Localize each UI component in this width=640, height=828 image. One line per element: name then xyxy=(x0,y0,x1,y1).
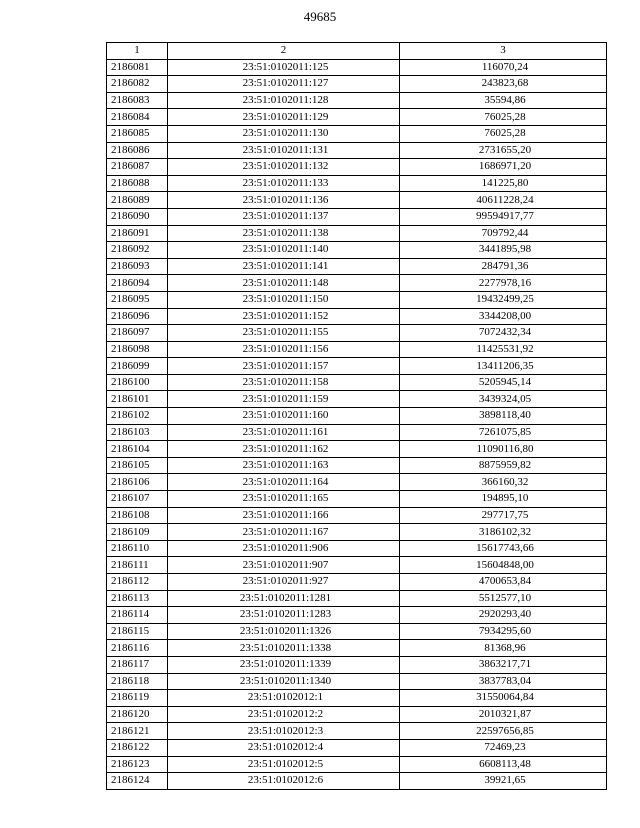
row-number-cell: 2186115 xyxy=(107,623,168,640)
cadastral-number-cell: 23:51:0102011:161 xyxy=(168,424,400,441)
table-row xyxy=(107,424,607,441)
table-row xyxy=(107,258,607,275)
cadastral-number-cell: 23:51:0102011:1339 xyxy=(168,656,400,673)
cadastral-value-cell: 7934295,60 xyxy=(400,623,607,640)
cadastral-value-cell: 3837783,04 xyxy=(400,673,607,690)
table-row xyxy=(107,623,607,640)
row-number-cell: 2186120 xyxy=(107,706,168,723)
column-header-cadastral-number: 2 xyxy=(168,43,400,60)
cadastral-number-cell: 23:51:0102012:3 xyxy=(168,723,400,740)
table-row xyxy=(107,656,607,673)
cadastral-number-cell: 23:51:0102011:166 xyxy=(168,507,400,524)
cadastral-value-cell: 11090116,80 xyxy=(400,441,607,458)
cadastral-value-cell: 15617743,66 xyxy=(400,540,607,557)
table-row xyxy=(107,275,607,292)
table-row xyxy=(107,242,607,259)
row-number-cell: 2186098 xyxy=(107,341,168,358)
row-number-cell: 2186106 xyxy=(107,474,168,491)
column-header-value: 3 xyxy=(400,43,607,60)
cadastral-value-cell: 2920293,40 xyxy=(400,607,607,624)
cadastral-value-cell: 3439324,05 xyxy=(400,391,607,408)
cadastral-value-cell: 284791,36 xyxy=(400,258,607,275)
row-number-cell: 2186096 xyxy=(107,308,168,325)
table-row xyxy=(107,607,607,624)
cadastral-number-cell: 23:51:0102011:141 xyxy=(168,258,400,275)
row-number-cell: 2186088 xyxy=(107,175,168,192)
row-number-cell: 2186109 xyxy=(107,524,168,541)
cadastral-value-cell: 3441895,98 xyxy=(400,242,607,259)
cadastral-number-cell: 23:51:0102011:1338 xyxy=(168,640,400,657)
row-number-cell: 2186105 xyxy=(107,457,168,474)
cadastral-number-cell: 23:51:0102011:1283 xyxy=(168,607,400,624)
cadastral-number-cell: 23:51:0102012:5 xyxy=(168,756,400,773)
table-row xyxy=(107,142,607,159)
cadastral-value-cell: 5512577,10 xyxy=(400,590,607,607)
cadastral-number-cell: 23:51:0102011:159 xyxy=(168,391,400,408)
table-row xyxy=(107,690,607,707)
cadastral-number-cell: 23:51:0102011:158 xyxy=(168,374,400,391)
row-number-cell: 2186097 xyxy=(107,325,168,342)
table-row xyxy=(107,208,607,225)
cadastral-value-cell: 5205945,14 xyxy=(400,374,607,391)
cadastral-number-cell: 23:51:0102011:906 xyxy=(168,540,400,557)
row-number-cell: 2186113 xyxy=(107,590,168,607)
cadastral-number-cell: 23:51:0102011:131 xyxy=(168,142,400,159)
table-row xyxy=(107,408,607,425)
table-row xyxy=(107,341,607,358)
table-row xyxy=(107,175,607,192)
cadastral-number-cell: 23:51:0102011:156 xyxy=(168,341,400,358)
cadastral-value-cell: 6608113,48 xyxy=(400,756,607,773)
row-number-cell: 2186107 xyxy=(107,491,168,508)
cadastral-number-cell: 23:51:0102011:136 xyxy=(168,192,400,209)
cadastral-value-cell: 297717,75 xyxy=(400,507,607,524)
cadastral-value-cell: 35594,86 xyxy=(400,92,607,109)
row-number-cell: 2186086 xyxy=(107,142,168,159)
row-number-cell: 2186091 xyxy=(107,225,168,242)
cadastral-number-cell: 23:51:0102011:1281 xyxy=(168,590,400,607)
cadastral-value-cell: 76025,28 xyxy=(400,125,607,142)
row-number-cell: 2186101 xyxy=(107,391,168,408)
cadastral-number-cell: 23:51:0102012:1 xyxy=(168,690,400,707)
cadastral-number-cell: 23:51:0102011:130 xyxy=(168,125,400,142)
cadastral-value-cell: 3898118,40 xyxy=(400,408,607,425)
cadastral-value-cell: 2277978,16 xyxy=(400,275,607,292)
table-row xyxy=(107,706,607,723)
row-number-cell: 2186108 xyxy=(107,507,168,524)
cadastral-number-cell: 23:51:0102011:927 xyxy=(168,574,400,591)
cadastral-value-cell: 3344208,00 xyxy=(400,308,607,325)
row-number-cell: 2186090 xyxy=(107,208,168,225)
cadastral-value-cell: 243823,68 xyxy=(400,76,607,93)
cadastral-value-cell: 709792,44 xyxy=(400,225,607,242)
table-row xyxy=(107,291,607,308)
cadastral-number-cell: 23:51:0102011:155 xyxy=(168,325,400,342)
table-row xyxy=(107,756,607,773)
table-row xyxy=(107,125,607,142)
table-body xyxy=(107,59,607,789)
cadastral-value-cell: 76025,28 xyxy=(400,109,607,126)
cadastral-value-cell: 8875959,82 xyxy=(400,457,607,474)
cadastral-value-cell: 31550064,84 xyxy=(400,690,607,707)
table-row xyxy=(107,92,607,109)
row-number-cell: 2186122 xyxy=(107,739,168,756)
table-row xyxy=(107,540,607,557)
cadastral-number-cell: 23:51:0102011:162 xyxy=(168,441,400,458)
row-number-cell: 2186100 xyxy=(107,374,168,391)
cadastral-value-cell: 99594917,77 xyxy=(400,208,607,225)
cadastral-value-cell: 4700653,84 xyxy=(400,574,607,591)
cadastral-value-cell: 13411206,35 xyxy=(400,358,607,375)
cadastral-value-cell: 72469,23 xyxy=(400,739,607,756)
row-number-cell: 2186116 xyxy=(107,640,168,657)
table-row xyxy=(107,574,607,591)
cadastral-number-cell: 23:51:0102011:125 xyxy=(168,59,400,76)
cadastral-number-cell: 23:51:0102011:150 xyxy=(168,291,400,308)
table-row xyxy=(107,308,607,325)
cadastral-number-cell: 23:51:0102011:152 xyxy=(168,308,400,325)
cadastral-number-cell: 23:51:0102011:148 xyxy=(168,275,400,292)
cadastral-number-cell: 23:51:0102011:167 xyxy=(168,524,400,541)
table-row xyxy=(107,457,607,474)
row-number-cell: 2186102 xyxy=(107,408,168,425)
cadastral-value-cell: 81368,96 xyxy=(400,640,607,657)
cadastral-number-cell: 23:51:0102011:1326 xyxy=(168,623,400,640)
table-row xyxy=(107,723,607,740)
cadastral-number-cell: 23:51:0102011:907 xyxy=(168,557,400,574)
row-number-cell: 2186103 xyxy=(107,424,168,441)
table-row xyxy=(107,325,607,342)
table-row xyxy=(107,474,607,491)
table-row xyxy=(107,159,607,176)
row-number-cell: 2186114 xyxy=(107,607,168,624)
cadastral-number-cell: 23:51:0102011:1340 xyxy=(168,673,400,690)
cadastral-value-cell: 11425531,92 xyxy=(400,341,607,358)
table-row xyxy=(107,358,607,375)
table-row xyxy=(107,773,607,790)
cadastral-number-cell: 23:51:0102011:160 xyxy=(168,408,400,425)
cadastral-number-cell: 23:51:0102011:138 xyxy=(168,225,400,242)
cadastral-number-cell: 23:51:0102011:140 xyxy=(168,242,400,259)
cadastral-number-cell: 23:51:0102011:127 xyxy=(168,76,400,93)
row-number-cell: 2186093 xyxy=(107,258,168,275)
table-row xyxy=(107,491,607,508)
cadastral-value-cell: 116070,24 xyxy=(400,59,607,76)
cadastral-value-cell: 22597656,85 xyxy=(400,723,607,740)
cadastral-number-cell: 23:51:0102011:157 xyxy=(168,358,400,375)
column-header-number: 1 xyxy=(107,43,168,60)
row-number-cell: 2186099 xyxy=(107,358,168,375)
cadastral-value-cell: 3863217,71 xyxy=(400,656,607,673)
row-number-cell: 2186094 xyxy=(107,275,168,292)
row-number-cell: 2186124 xyxy=(107,773,168,790)
table-row xyxy=(107,524,607,541)
row-number-cell: 2186095 xyxy=(107,291,168,308)
cadastral-value-cell: 40611228,24 xyxy=(400,192,607,209)
cadastral-value-cell: 15604848,00 xyxy=(400,557,607,574)
cadastral-number-cell: 23:51:0102011:129 xyxy=(168,109,400,126)
table-row xyxy=(107,391,607,408)
cadastral-value-cell: 19432499,25 xyxy=(400,291,607,308)
cadastral-number-cell: 23:51:0102011:137 xyxy=(168,208,400,225)
table-row xyxy=(107,109,607,126)
table-row xyxy=(107,507,607,524)
cadastral-value-cell: 366160,32 xyxy=(400,474,607,491)
cadastral-value-cell: 2010321,87 xyxy=(400,706,607,723)
cadastral-value-cell: 1686971,20 xyxy=(400,159,607,176)
table-row xyxy=(107,374,607,391)
row-number-cell: 2186110 xyxy=(107,540,168,557)
row-number-cell: 2186121 xyxy=(107,723,168,740)
row-number-cell: 2186081 xyxy=(107,59,168,76)
table-header-row xyxy=(107,43,607,60)
row-number-cell: 2186117 xyxy=(107,656,168,673)
cadastral-value-cell: 141225,80 xyxy=(400,175,607,192)
cadastral-value-cell: 2731655,20 xyxy=(400,142,607,159)
row-number-cell: 2186083 xyxy=(107,92,168,109)
table-row xyxy=(107,590,607,607)
cadastral-number-cell: 23:51:0102011:163 xyxy=(168,457,400,474)
cadastral-value-cell: 194895,10 xyxy=(400,491,607,508)
cadastral-value-cell: 7261075,85 xyxy=(400,424,607,441)
row-number-cell: 2186112 xyxy=(107,574,168,591)
row-number-cell: 2186087 xyxy=(107,159,168,176)
row-number-cell: 2186082 xyxy=(107,76,168,93)
row-number-cell: 2186111 xyxy=(107,557,168,574)
table-row xyxy=(107,557,607,574)
table-row xyxy=(107,192,607,209)
cadastral-number-cell: 23:51:0102011:133 xyxy=(168,175,400,192)
row-number-cell: 2186092 xyxy=(107,242,168,259)
cadastral-value-table xyxy=(106,42,607,790)
cadastral-number-cell: 23:51:0102011:128 xyxy=(168,92,400,109)
cadastral-number-cell: 23:51:0102012:4 xyxy=(168,739,400,756)
cadastral-number-cell: 23:51:0102012:6 xyxy=(168,773,400,790)
cadastral-number-cell: 23:51:0102012:2 xyxy=(168,706,400,723)
cadastral-value-cell: 3186102,32 xyxy=(400,524,607,541)
row-number-cell: 2186123 xyxy=(107,756,168,773)
table-row xyxy=(107,739,607,756)
table-row xyxy=(107,441,607,458)
row-number-cell: 2186089 xyxy=(107,192,168,209)
cadastral-number-cell: 23:51:0102011:165 xyxy=(168,491,400,508)
row-number-cell: 2186084 xyxy=(107,109,168,126)
cadastral-number-cell: 23:51:0102011:132 xyxy=(168,159,400,176)
cadastral-value-cell: 39921,65 xyxy=(400,773,607,790)
row-number-cell: 2186085 xyxy=(107,125,168,142)
table-row xyxy=(107,640,607,657)
row-number-cell: 2186104 xyxy=(107,441,168,458)
table-row xyxy=(107,225,607,242)
cadastral-number-cell: 23:51:0102011:164 xyxy=(168,474,400,491)
row-number-cell: 2186118 xyxy=(107,673,168,690)
page-number: 49685 xyxy=(303,9,337,24)
table-row xyxy=(107,59,607,76)
cadastral-value-cell: 7072432,34 xyxy=(400,325,607,342)
table-row xyxy=(107,76,607,93)
table-row xyxy=(107,673,607,690)
row-number-cell: 2186119 xyxy=(107,690,168,707)
